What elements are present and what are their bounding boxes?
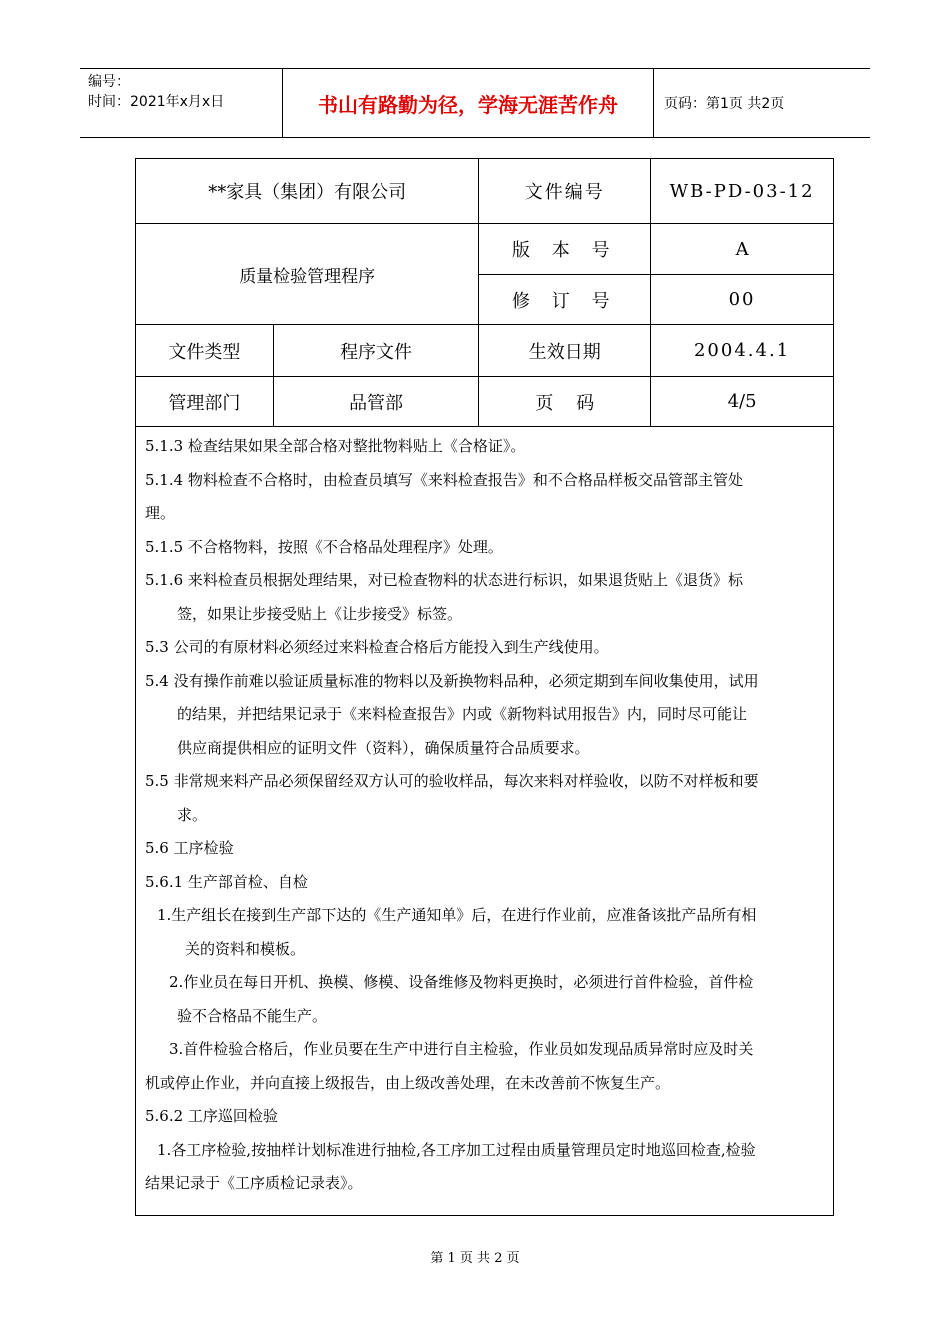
body-line: 1.各工序检验,按抽样计划标准进行抽检,各工序加工过程由质量管理员定时地巡回检查,检验 [157, 1140, 756, 1159]
body-line: 5.1.6 来料检查员根据处理结果，对已检查物料的状态进行标识，如果退货贴上《退货》标 [145, 571, 743, 589]
type-label: 文件类型 [136, 325, 274, 377]
page-footer: 第 1 页 共 2 页 [430, 1251, 520, 1266]
version: A [651, 224, 834, 275]
body-line: 供应商提供相应的证明文件（资料），确保质量符合品质要求。 [177, 738, 590, 757]
body-line: 5.5 非常规来料产品必须保留经双方认可的验收样品，每次来料对样验收，以防不对样板和要 [145, 772, 759, 790]
body-line: 理。 [145, 504, 176, 522]
revision: 00 [651, 275, 834, 325]
dept-label: 管理部门 [136, 377, 274, 427]
number-label: 编号： [88, 74, 130, 90]
body-line: 求。 [177, 805, 208, 824]
motto: 书山有路勤为径，学海无涯苦作舟 [282, 69, 654, 137]
body-line: 机或停止作业，并向直接上级报告，由上级改善处理，在未改善前不恢复生产。 [145, 1073, 671, 1092]
body-line: 1.生产组长在接到生产部下达的《生产通知单》后，在进行作业前，应准备该批产品所有相 [157, 906, 757, 924]
body-line: 结果记录于《工序质检记录表》。 [145, 1174, 363, 1192]
body-line: 签，如果让步接受贴上《让步接受》标签。 [177, 604, 463, 623]
body-line: 5.4 没有操作前难以验证质量标准的物料以及新换物料品种，必须定期到车间收集使用，试用 [145, 671, 759, 690]
body-line: 5.6 工序检验 [145, 839, 234, 857]
body-line: 3.首件检验合格后，作业员要在生产中进行自主检验，作业员如发现品质异常时应及时关 [169, 1040, 754, 1058]
version-label: 版 本 号 [479, 224, 651, 275]
body-line: 5.1.3 检查结果如果全部合格对整批物料贴上《合格证》。 [145, 437, 526, 455]
document-body [135, 426, 834, 1216]
type-value: 程序文件 [273, 325, 479, 377]
dept-value: 品管部 [273, 377, 479, 427]
body-line: 验不合格品不能生产。 [177, 1006, 328, 1025]
document-info-table [135, 158, 834, 427]
body-line: 5.1.5 不合格物料，按照《不合格品处理程序》处理。 [145, 537, 503, 556]
header-meta [80, 69, 282, 137]
header-page-info: 页码：第1页 共2页 [664, 96, 785, 112]
page-label: 页 码 [479, 377, 651, 427]
body-line: 5.6.1 生产部首检、自检 [145, 872, 308, 891]
body-line: 关的资料和模板。 [185, 939, 306, 958]
body-line: 5.1.4 物料检查不合格时，由检查员填写《来料检查报告》和不合格品样板交品管部主管处 [145, 470, 743, 489]
doc-no-label: 文件编号 [479, 159, 651, 224]
body-line: 的结果，并把结果记录于《来料检查报告》内或《新物料试用报告》内，同时尽可能让 [177, 705, 748, 723]
doc-title: 质量检验管理程序 [136, 224, 479, 325]
company-name: **家具（集团）有限公司 [136, 159, 479, 224]
page-value: 4/5 [651, 377, 834, 427]
body-line: 5.3 公司的有原材料必须经过来料检查合格后方能投入到生产线使用。 [145, 638, 609, 656]
body-line: 5.6.2 工序巡回检验 [145, 1107, 278, 1125]
body-line: 2.作业员在每日开机、换模、修模、设备维修及物料更换时，必须进行首件检验，首件检 [169, 973, 754, 991]
doc-no: WB-PD-03-12 [651, 159, 834, 224]
revision-label: 修 订 号 [479, 275, 651, 325]
effective-label: 生效日期 [479, 325, 651, 377]
page-header [80, 68, 870, 138]
effective-date: 2004.4.1 [651, 325, 834, 377]
time-label: 时间：2021年x月x日 [88, 94, 225, 110]
